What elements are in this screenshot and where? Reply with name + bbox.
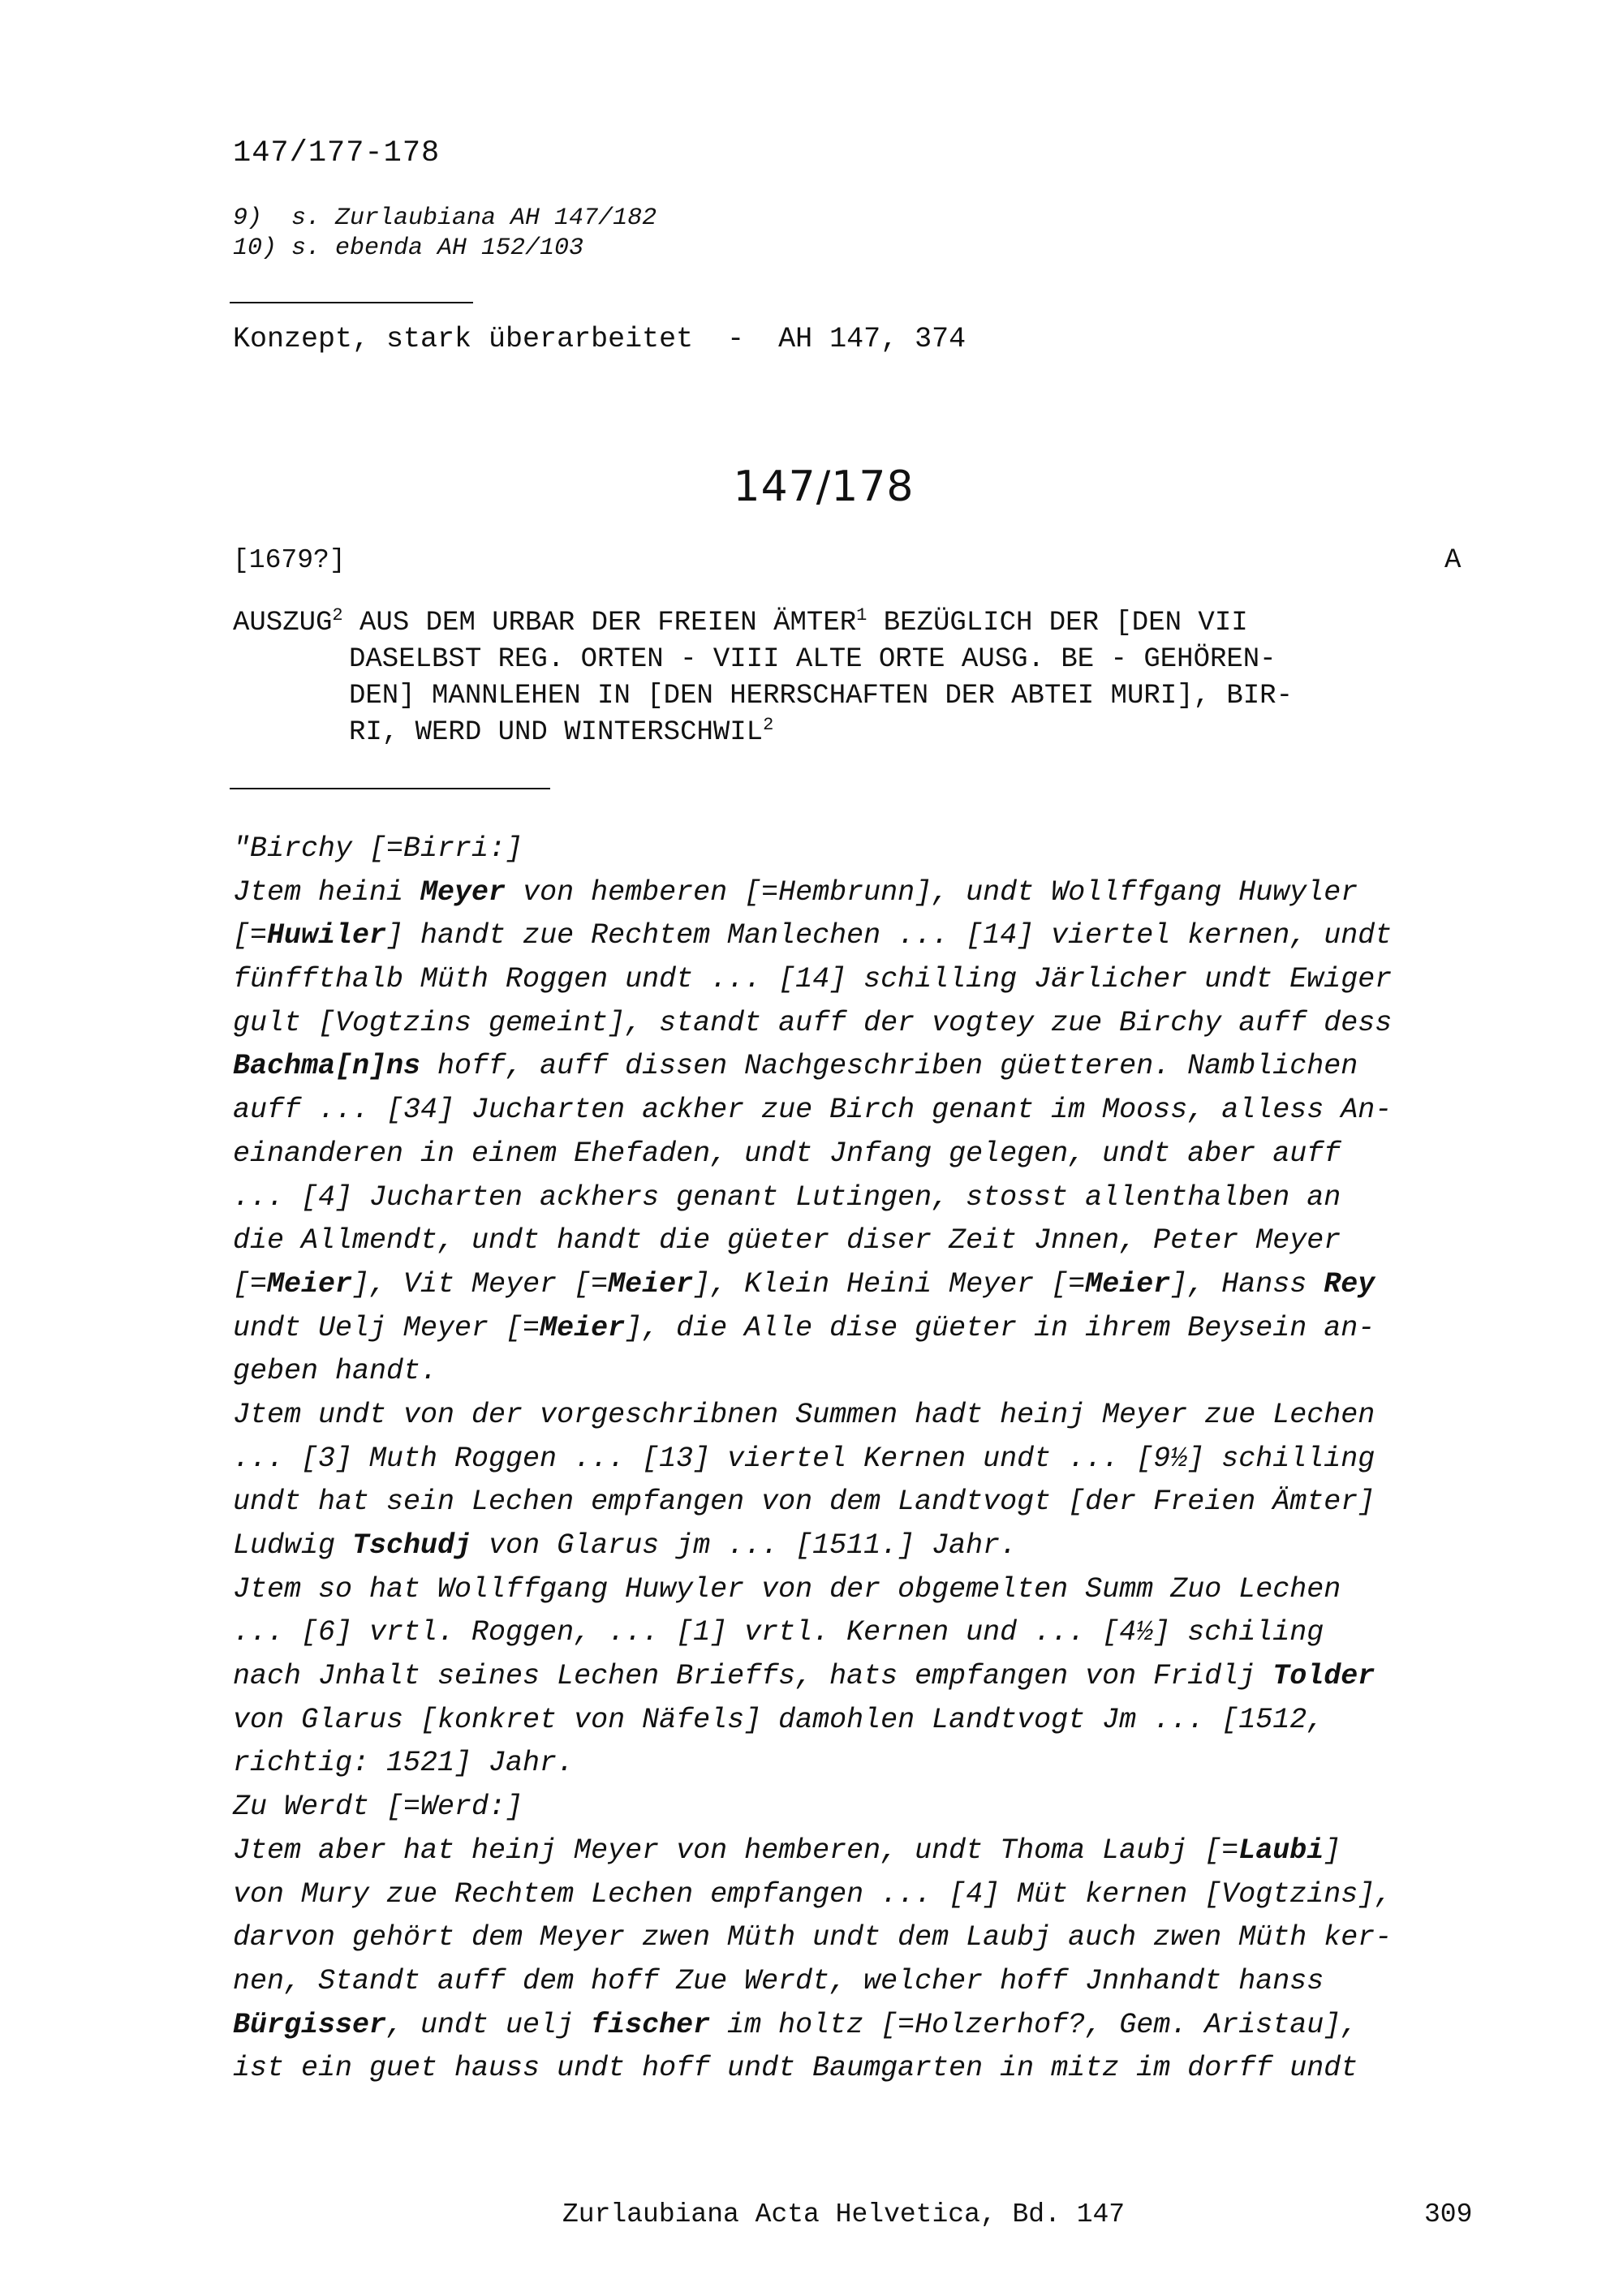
body-line: von Glarus [konkret von Näfels] damohlen Landtvogt Jm ... [1512, [233, 1703, 1324, 1736]
body-line: die Allmendt, undt handt die güeter diser Zeit Jnnen, Peter Meyer [233, 1224, 1341, 1258]
footnote-number: 9) [233, 204, 263, 232]
body-line: Jtem undt von der vorgeschribnen Summen hadt heinj Meyer zue Lechen [233, 1398, 1375, 1431]
title-line: AUSZUG$^2$ AUS DEM URBAR DER FREIEN ÄMTER$^1$ BEZÜGLICH DER [DEN VII [233, 605, 1248, 638]
source-note: Konzept, stark überarbeitet - AH 147, 374 [233, 323, 966, 355]
title-line: RI, WERD UND WINTERSCHWIL$^2$ [349, 715, 774, 748]
body-line: Jtem heini Meyer von hemberen [=Hembrunn], undt Wollffgang Huwyler [233, 875, 1358, 909]
body-line: [=Huwiler] handt zue Rechtem Manlechen ... [14] viertel kernen, undt [233, 919, 1393, 952]
body-line: [=Meier], Vit Meyer [=Meier], Klein Heini Meyer [=Meier], Hanss Rey [233, 1267, 1375, 1301]
body-line: undt hat sein Lechen empfangen von dem Landtvogt [der Freien Ämter] [233, 1486, 1375, 1519]
body-line: Jtem aber hat heinj Meyer von hemberen, undt Thoma Laubj [=Laubi] [233, 1834, 1341, 1867]
body-line: Bachma[n]ns hoff, auff dissen Nachgeschriben güetteren. Namblichen [233, 1050, 1358, 1083]
body-line: Zu Werdt [=Werd:] [233, 1791, 523, 1824]
body-line: ... [3] Muth Roggen ... [13] viertel Kernen undt ... [9½] schilling [233, 1442, 1375, 1475]
footer-publication-title: Zurlaubiana Acta Helvetica, Bd. 147 [562, 2199, 1126, 2229]
body-line: ... [6] vrtl. Roggen, ... [1] vrtl. Kernen und ... [4½] schiling [233, 1616, 1324, 1649]
body-line: undt Uelj Meyer [=Meier], die Alle dise güeter in ihrem Beysein an- [233, 1311, 1375, 1344]
body-line: nen, Standt auff dem hoff Zue Werdt, welcher hoff Jnnhandt hanss [233, 1964, 1324, 1997]
title-line: DEN] MANNLEHEN IN [DEN HERRSCHAFTEN DER ABTEI MURI], BIR- [349, 681, 1293, 712]
document-number: 147/178 [733, 462, 915, 511]
body-line: auff ... [34] Jucharten ackher zue Birch genant im Mooss, alless An- [233, 1094, 1393, 1127]
body-line: ... [4] Jucharten ackhers genant Lutingen, stosst allenthalben an [233, 1180, 1341, 1214]
footnote-number: 10) [233, 234, 278, 262]
footnote-9 [233, 204, 657, 232]
footnote-divider [230, 302, 473, 303]
footnote-text: s. ebenda AH 152/103 [291, 234, 584, 262]
document-body [233, 828, 1499, 2091]
body-line: fünffthalb Müth Roggen undt ... [14] schilling Järlicher undt Ewiger [233, 963, 1393, 996]
title-line: DASELBST REG. ORTEN - VIII ALTE ORTE AUSG. BE - GEHÖREN- [349, 644, 1276, 675]
document-date: [1679?] [233, 545, 346, 575]
footnote-text: s. Zurlaubiana AH 147/182 [291, 204, 657, 232]
body-line: Ludwig Tschudj von Glarus jm ... [1511.] Jahr. [233, 1529, 1018, 1562]
body-line: Bürgisser, undt uelj fischer im holtz [=Holzerhof?, Gem. Aristau], [233, 2008, 1358, 2041]
document-title [233, 605, 1483, 751]
title-divider [230, 788, 550, 789]
document-class: A [1444, 545, 1462, 576]
body-line: gult [Vogtzins gemeint], standt auff der vogtey zue Birchy auff dess [233, 1006, 1393, 1039]
body-line: nach Jnhalt seines Lechen Brieffs, hats empfangen von Fridlj Tolder [233, 1660, 1375, 1693]
body-line: von Mury zue Rechtem Lechen empfangen ... [4] Müt kernen [Vogtzins], [233, 1877, 1393, 1911]
body-line: ist ein guet hauss undt hoff undt Baumgarten in mitz im dorff undt [233, 2052, 1358, 2085]
body-line: darvon gehört dem Meyer zwen Müth undt dem Laubj auch zwen Müth ker- [233, 1921, 1393, 1954]
body-line: geben handt. [233, 1355, 438, 1388]
footnote-10 [233, 234, 583, 262]
page-header-reference: 147/177-178 [233, 136, 441, 170]
body-line: richtig: 1521] Jahr. [233, 1747, 575, 1780]
body-line: "Birchy [=Birri:] [233, 832, 523, 865]
body-line: einanderen in einem Ehefaden, undt Jnfang gelegen, undt aber auff [233, 1137, 1341, 1170]
body-line: Jtem so hat Wollffgang Huwyler von der obgemelten Summ Zuo Lechen [233, 1572, 1341, 1606]
page-number: 309 [1424, 2199, 1473, 2229]
